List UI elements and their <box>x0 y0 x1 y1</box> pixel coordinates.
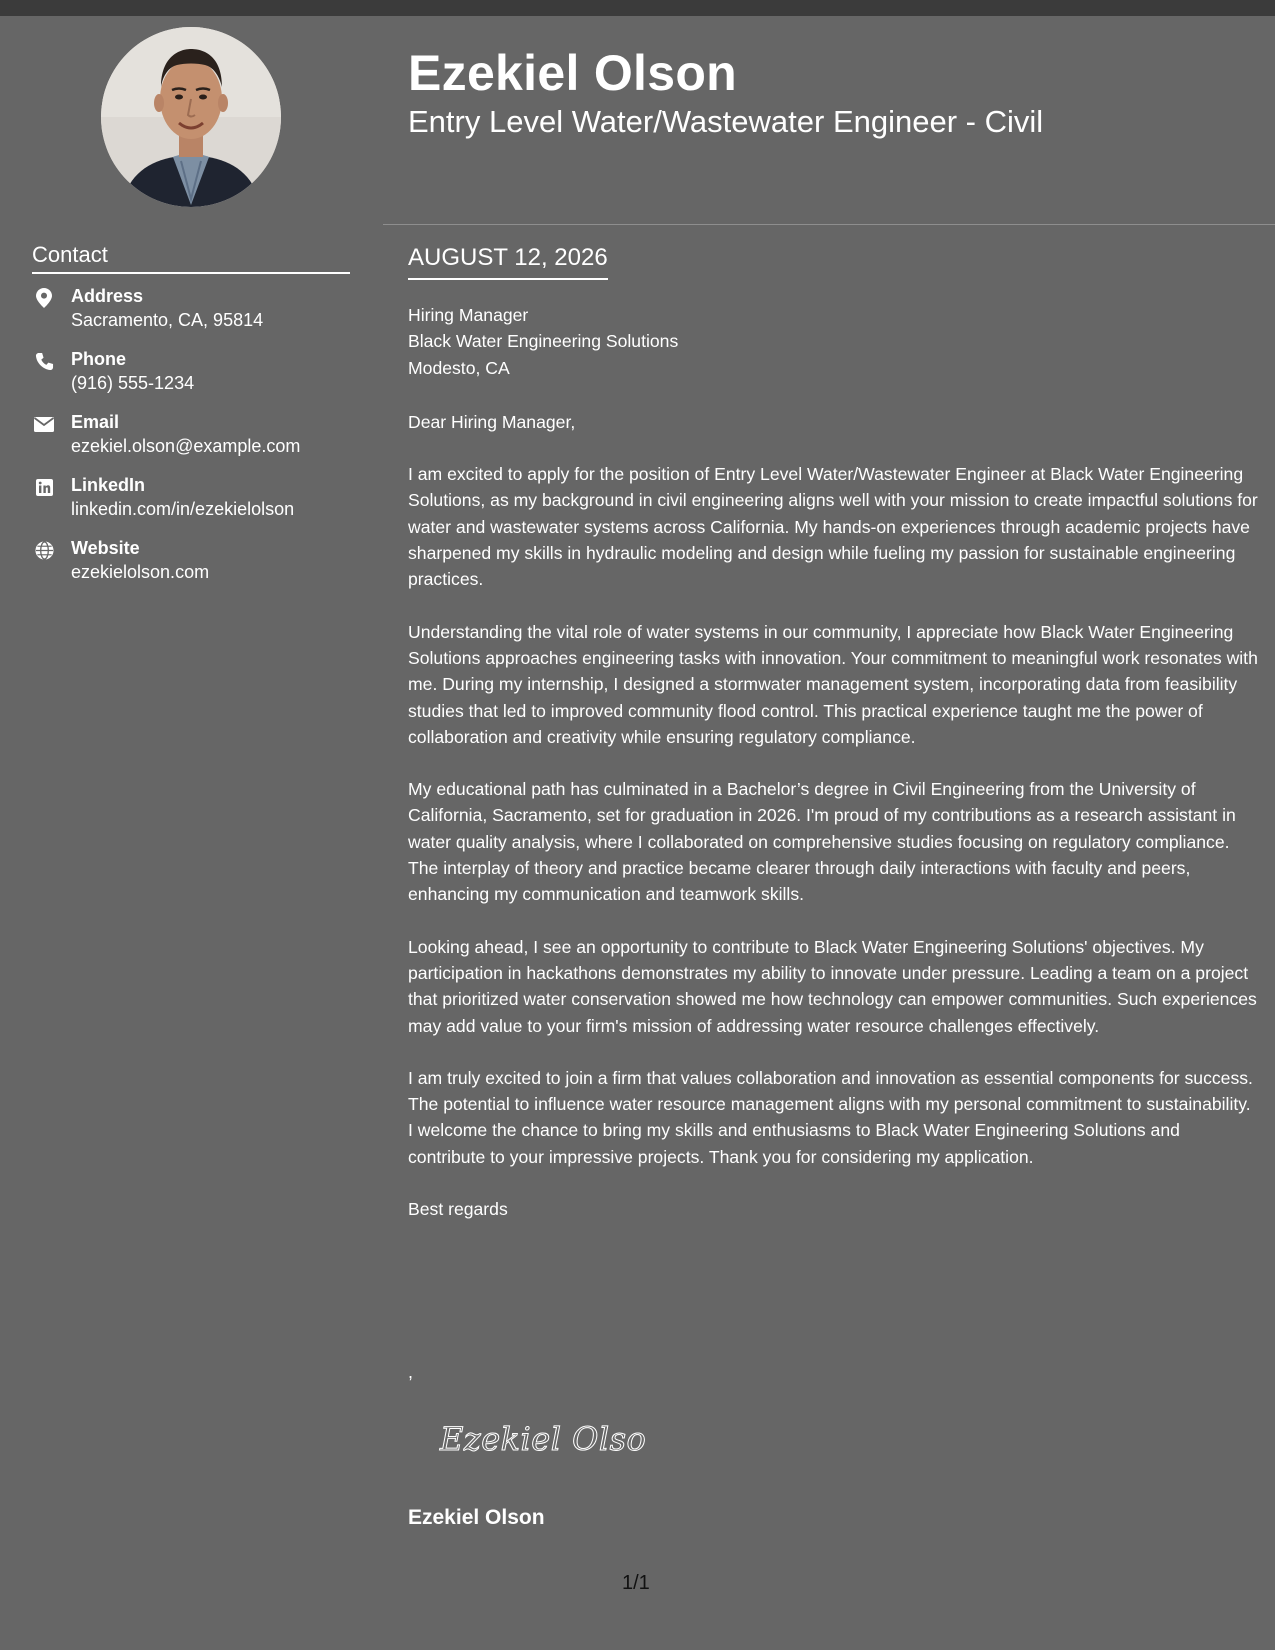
top-bar <box>0 0 1275 16</box>
contact-item-email <box>32 412 362 475</box>
candidate-name: Ezekiel Olson <box>408 45 738 101</box>
avatar <box>101 27 281 207</box>
email-value: ezekiel.olson@example.com <box>71 436 301 456</box>
recipient-block <box>408 302 1258 381</box>
body-paragraph: Looking ahead, I see an opportunity to contribute to Black Water Engineering Solutions' objectives. My participation in hackathons demonstrates my ability to innovate under pressure. Leading a team on a project that prioritized water conservation showed me how technology can empower communities. Such experiences may add value to your firm's mission of addressing water resource challenges effectively. <box>408 936 1257 1036</box>
cover-letter-page <box>0 16 1275 1650</box>
header-divider <box>383 224 1275 225</box>
linkedin-icon <box>32 477 56 497</box>
job-title: Entry Level Water/Wastewater Engineer - Civil <box>408 104 1044 139</box>
signer-name: Ezekiel Olson <box>408 1506 545 1529</box>
phone-value: (916) 555-1234 <box>71 373 195 393</box>
letter-body <box>408 302 1258 1222</box>
recipient-location: Modesto, CA <box>408 357 510 378</box>
contact-heading: Contact <box>32 242 350 274</box>
website-value: ezekielolson.com <box>71 562 210 582</box>
body-paragraph: I am excited to apply for the position of Entry Level Water/Wastewater Engineer at Black Water Engineering Solutions, as my background in civil engineering aligns well with your mission to create impactful solutions for water and wastewater systems across California. My hands-on experiences through academic projects have sharpened my skills in hydraulic modeling and design while fueling my passion for sustainable engineering practices. <box>408 464 1258 590</box>
envelope-icon <box>32 414 56 434</box>
page-number: 1/1 <box>622 1572 650 1594</box>
contact-label: Address <box>71 286 144 306</box>
svg-text:Ezekiel Olson: Ezekiel Olson <box>440 1420 646 1458</box>
map-pin-icon <box>32 288 56 308</box>
closing: Best regards <box>408 1199 508 1220</box>
closing-comma: , <box>408 1362 414 1382</box>
phone-icon <box>32 351 56 371</box>
contact-list <box>32 286 362 601</box>
linkedin-value: linkedin.com/in/ezekielolson <box>71 499 295 519</box>
contact-item-linkedin <box>32 475 362 538</box>
contact-item-phone <box>32 349 362 412</box>
contact-item-address <box>32 286 362 349</box>
contact-label: Email <box>71 412 120 432</box>
contact-label: Website <box>71 538 140 558</box>
body-paragraph: Understanding the vital role of water systems in our community, I appreciate how Black Water Engineering Solutions approaches engineering tasks with innovation. Your commitment to meaningful work resonates with me. During my internship, I designed a stormwater management system, incorporating data from feasibility studies that led to improved community flood control. This practical experience taught me the power of collaboration and creativity while ensuring regulatory compliance. <box>408 621 1258 747</box>
contact-label: LinkedIn <box>71 475 146 495</box>
salutation: Dear Hiring Manager, <box>408 411 576 432</box>
recipient-company: Black Water Engineering Solutions <box>408 331 679 352</box>
contact-item-website <box>32 538 362 601</box>
address-value: Sacramento, CA, 95814 <box>71 310 264 330</box>
body-paragraph: I am truly excited to join a firm that values collaboration and innovation as essential components for success. The potential to influence water resource management aligns with my personal commitment to sustainability. I welcome the chance to bring my skills and enthusiasms to Black Water Engineering Solutions and contribute to your impressive projects. Thank you for considering my application. <box>408 1067 1253 1167</box>
letter-date: AUGUST 12, 2026 <box>408 244 608 280</box>
handwritten-signature <box>436 1416 646 1467</box>
avatar-portrait-image <box>101 27 281 207</box>
globe-icon <box>32 540 56 560</box>
contact-label: Phone <box>71 349 127 369</box>
body-paragraph: My educational path has culminated in a Bachelor’s degree in Civil Engineering from the University of California, Sacramento, set for graduation in 2026. I'm proud of my contributions as a research assistant in water quality analysis, where I collaborated on comprehensive studies focusing on regulatory compliance. The interplay of theory and practice became clearer through daily interactions with faculty and peers, enhancing my communication and teamwork skills. <box>408 779 1236 905</box>
recipient-name: Hiring Manager <box>408 305 529 325</box>
